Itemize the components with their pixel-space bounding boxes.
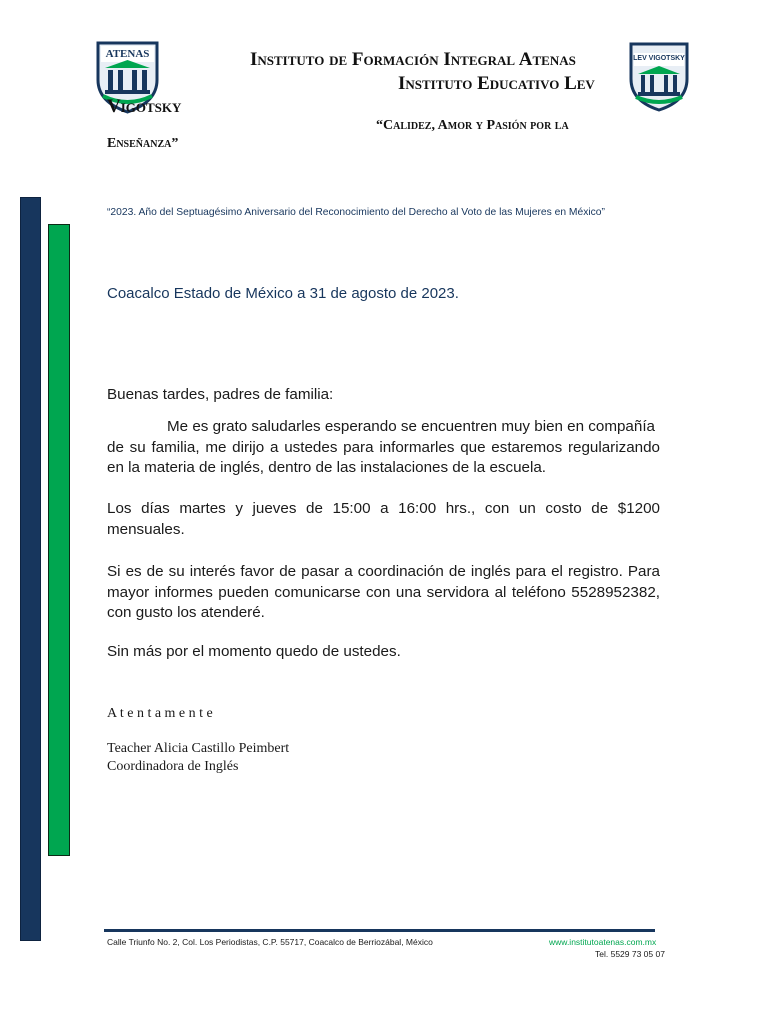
footer-website-link[interactable]: www.institutoatenas.com.mx	[549, 937, 657, 947]
vigotsky-logo	[628, 41, 690, 113]
paragraph-4: Sin más por el momento quedo de ustedes.	[107, 643, 401, 660]
atenas-logo-text: ATENAS	[105, 48, 150, 60]
footer-phone: Tel. 5529 73 05 07	[595, 949, 665, 959]
signer-name: Teacher Alicia Castillo Peimbert	[107, 741, 290, 756]
paragraph-1-rest: de su familia, me dirijo a ustedes para informarles que estaremos regularizando en la materia de inglés, dentro de las instalaciones de la escuela.	[107, 438, 660, 476]
institute-title-line1: Instituto de Formación Integral Atenas	[250, 49, 576, 70]
greeting: Buenas tardes, padres de familia:	[107, 386, 334, 403]
paragraph-2: Los días martes y jueves de 15:00 a 16:00 hrs., con un costo de $1200 mensuales.	[107, 500, 660, 538]
institute-title-wrap: Vigotsky	[107, 96, 182, 117]
slogan-wrap: Enseñanza”	[107, 136, 179, 151]
signer-role: Coordinadora de Inglés	[107, 759, 239, 774]
closing-word: A t e n t a m e n t e	[107, 706, 213, 721]
navy-side-bar	[20, 197, 41, 941]
date-line: Coacalco Estado de México a 31 de agosto de 2023.	[107, 285, 459, 302]
green-side-bar	[48, 224, 70, 856]
paragraph-1	[107, 417, 660, 479]
institute-title-line2: Instituto Educativo Lev	[398, 73, 595, 94]
footer-address: Calle Triunfo No. 2, Col. Los Periodistas, C.P. 55717, Coacalco de Berriozábal, México	[107, 937, 433, 947]
vigotsky-logo-text: LEV VIGOTSKY	[633, 55, 685, 62]
commemorative-year-line: “2023. Año del Septuagésimo Aniversario del Reconocimiento del Derecho al Voto de las Mujeres en México”	[107, 207, 605, 218]
footer-divider	[104, 929, 655, 932]
slogan: “Calidez, Amor y Pasión por la	[376, 118, 569, 133]
paragraph-3: Si es de su interés favor de pasar a coordinación de inglés para el registro. Para mayor informes pueden comunicarse con una servidora al teléfono 5528952382, con gusto los atenderé.	[107, 563, 660, 621]
paragraph-1-first-line: Me es grato saludarles esperando se encuentren muy bien en compañía	[167, 418, 655, 435]
